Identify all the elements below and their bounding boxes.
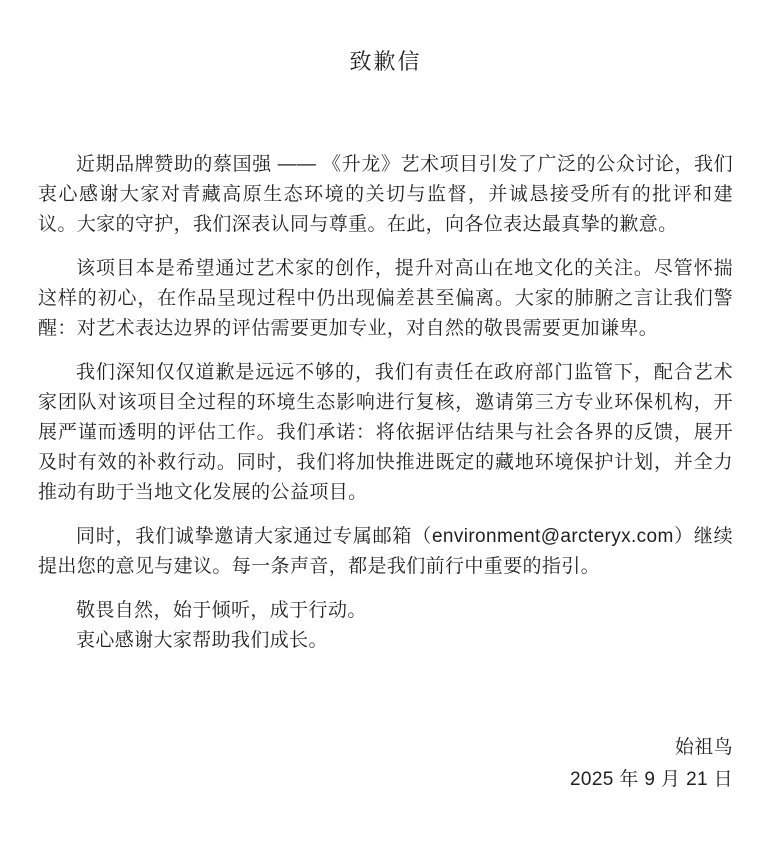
letter-title: 致歉信: [349, 49, 422, 74]
paragraph-4-text-after: ）继续提出您的意见与建议。每一条声音，都是我们前行中重要的指引。: [38, 526, 733, 577]
paragraph-4-text-before: 同时，我们诚挚邀请大家通过专属邮箱（: [76, 526, 432, 547]
email-address: environment@arcteryx.com: [431, 526, 674, 547]
body-paragraph-4: [38, 522, 733, 582]
body-paragraph-1: 近期品牌赞助的蔡国强 —— 《升龙》艺术项目引发了广泛的公众讨论，我们衷心感谢大家对青藏高原生态环境的关切与监督，并诚恳接受所有的批评和建议。大家的守护，我们深表认同与尊重。在此，向各位表达最真挚的歉意。: [38, 154, 733, 235]
closing-line-1: 敬畏自然，始于倾听，成于行动。: [76, 600, 367, 621]
closing-block: [38, 596, 733, 656]
closing-line-2: 衷心感谢大家帮助我们成长。: [76, 630, 328, 651]
signature-name: 始祖鸟: [674, 737, 733, 758]
body-paragraph-3: 我们深知仅仅道歉是远远不够的，我们有责任在政府部门监管下，配合艺术家团队对该项目全过程的环境生态影响进行复核，邀请第三方专业环保机构，开展严谨而透明的评估工作。我们承诺：将依据评估结果与社会各界的反馈，展开及时有效的补救行动。同时，我们将加快推进既定的藏地环境保护计划，并全力推动有助于当地文化发展的公益项目。: [38, 362, 733, 503]
signature-date: 2025 年 9 月 21 日: [569, 769, 733, 790]
body-paragraph-2: 该项目本是希望通过艺术家的创作，提升对高山在地文化的关注。尽管怀揣这样的初心，在作品呈现过程中仍出现偏差甚至偏离。大家的肺腑之言让我们警醒：对艺术表达边界的评估需要更加专业，对自然的敬畏需要更加谦卑。: [38, 258, 733, 339]
signature-block: [38, 732, 733, 796]
